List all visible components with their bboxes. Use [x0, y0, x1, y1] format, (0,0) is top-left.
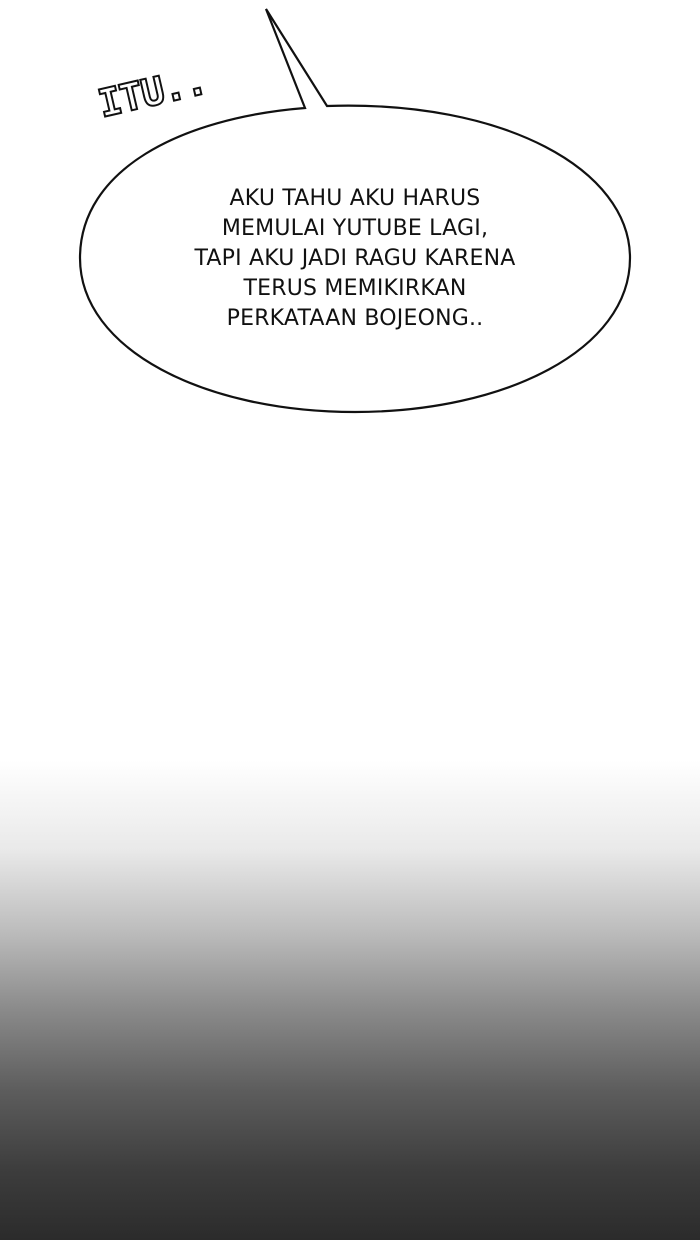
dialogue-line: MEMULAI YUTUBE LAGI,: [221, 216, 489, 241]
dialogue-line: TERUS MEMIKIRKAN: [243, 276, 467, 301]
speech-bubble-text: [150, 184, 560, 334]
dialogue-line: PERKATAAN BOJEONG..: [226, 306, 484, 331]
sound-effect-text: ITU..: [94, 58, 211, 126]
dialogue-line: TAPI AKU JADI RAGU KARENA: [194, 246, 516, 271]
dialogue-line: AKU TAHU AKU HARUS: [229, 186, 481, 211]
